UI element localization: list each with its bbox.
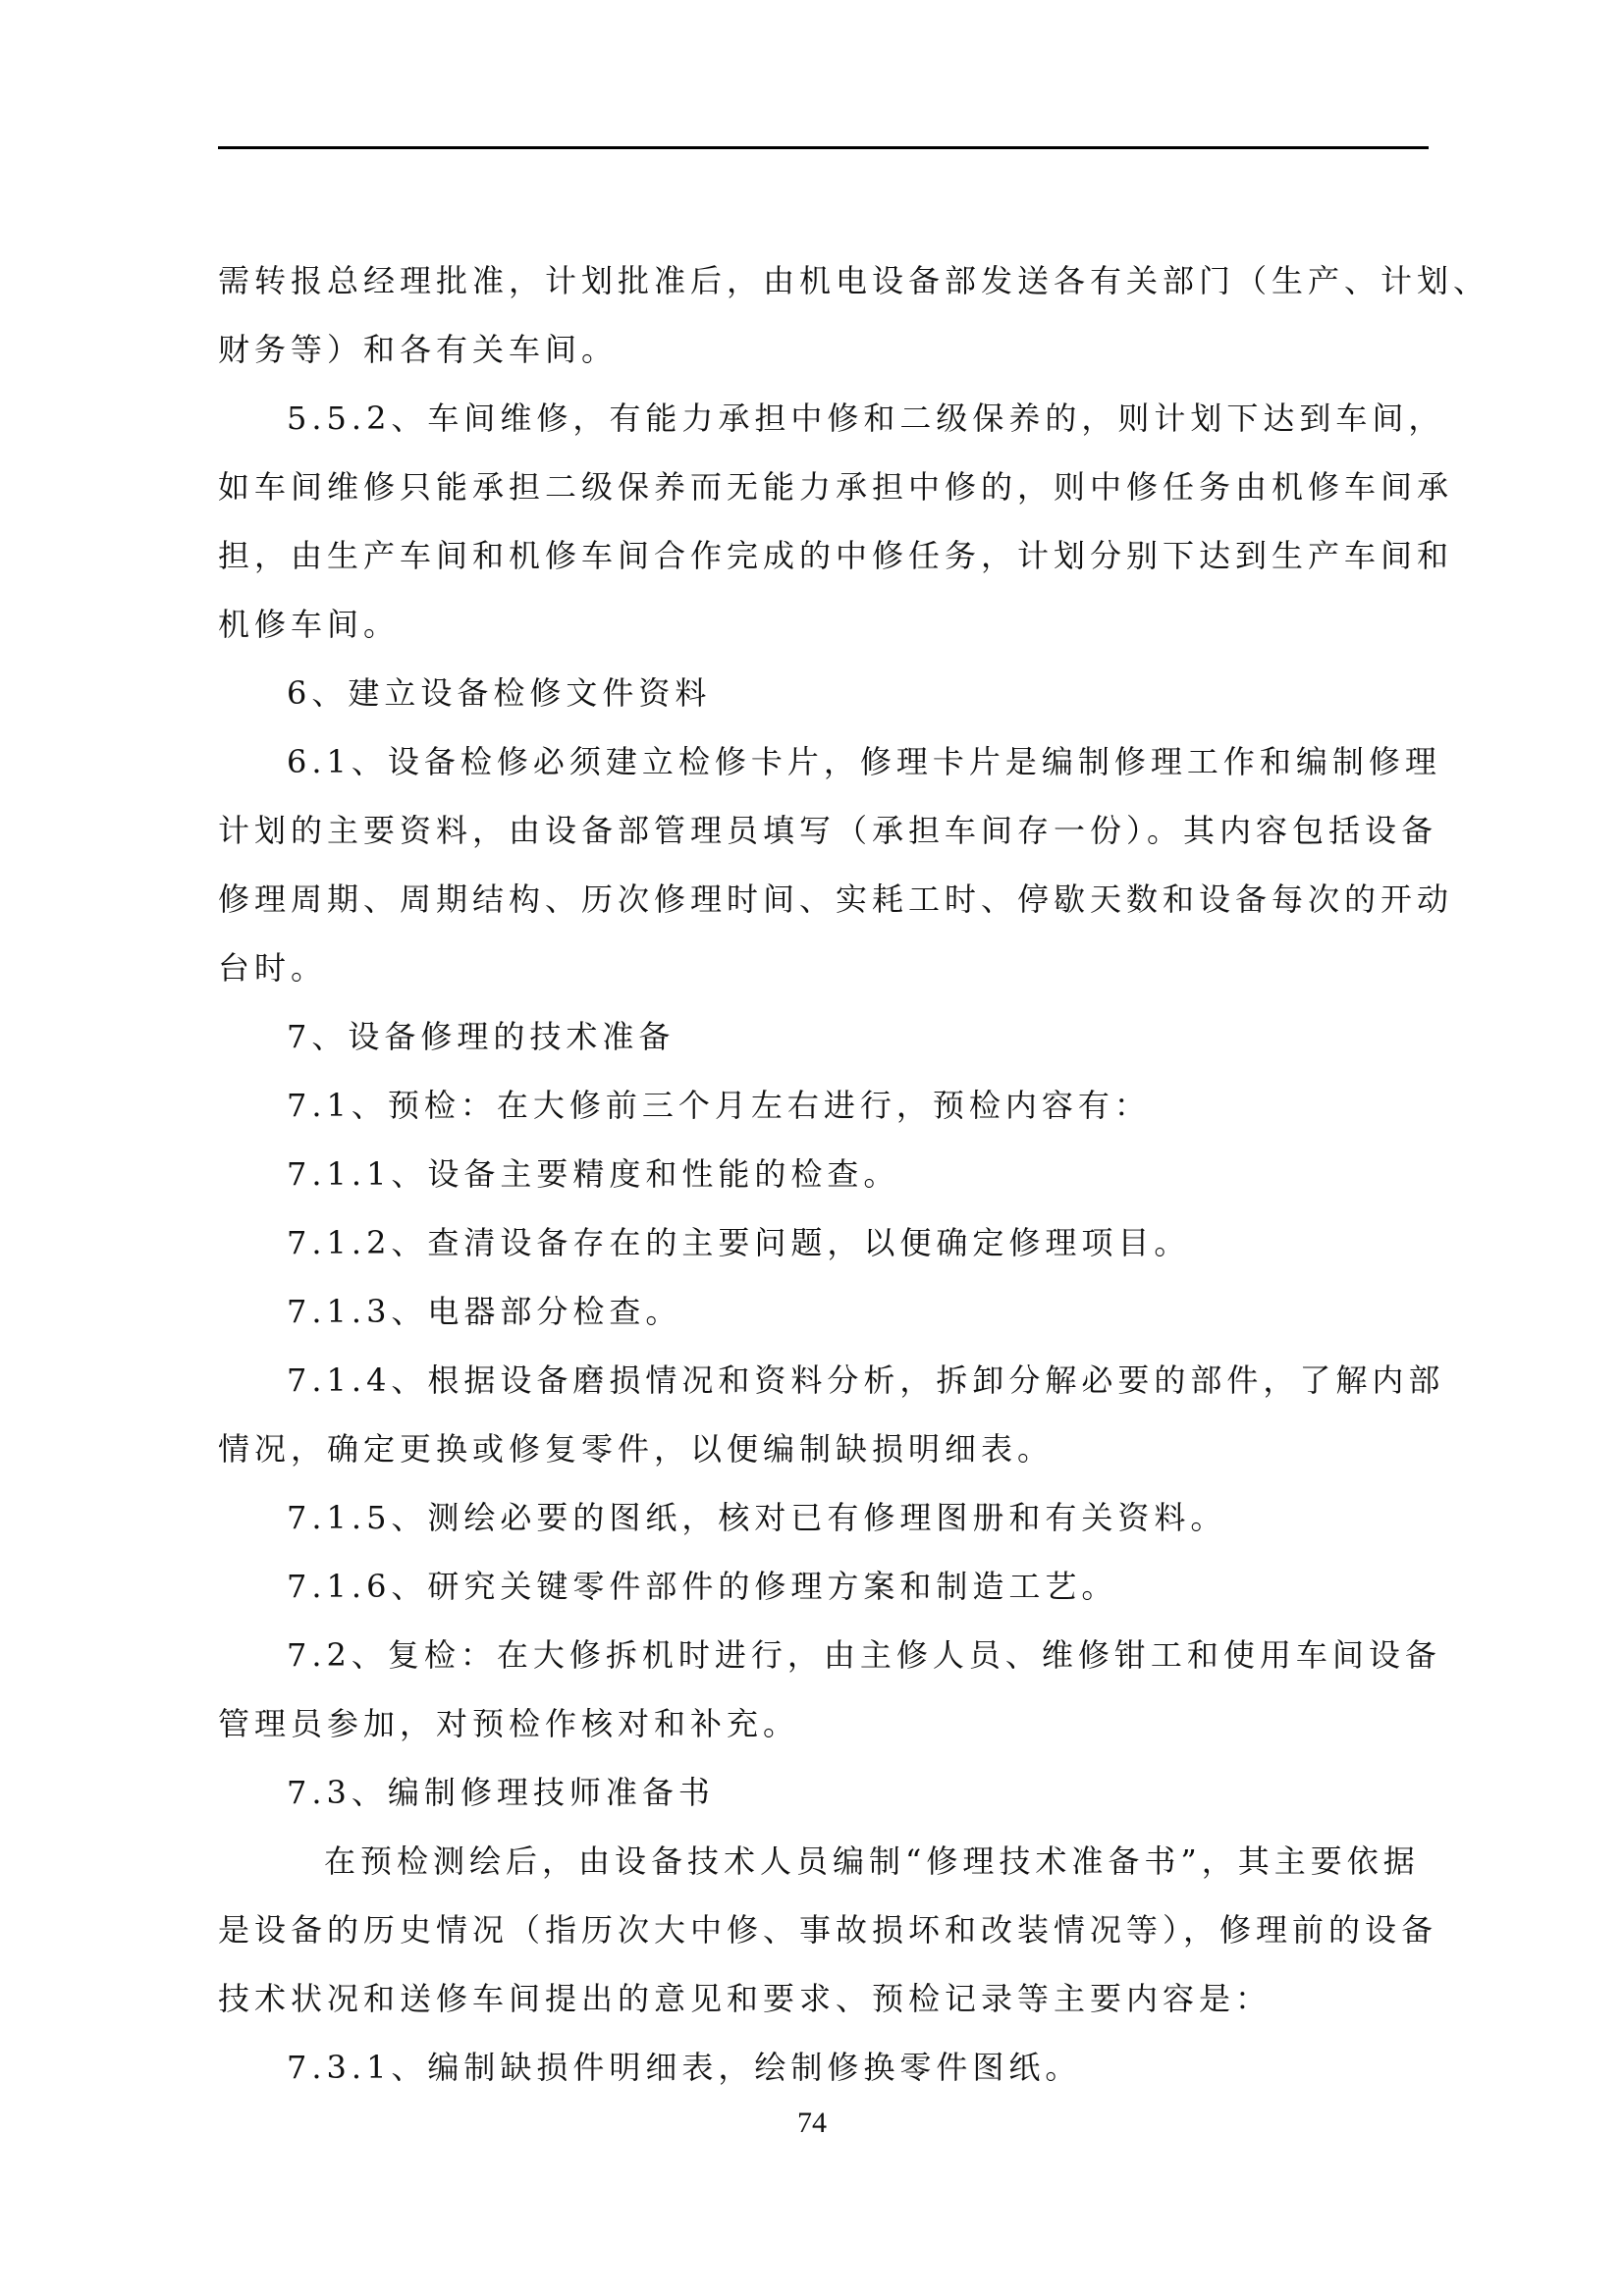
section-heading: 7、设备修理的技术准备 [287, 1018, 676, 1055]
text-line: 7.1.6、研究关键零件部件的修理方案和制造工艺。 [287, 1568, 1118, 1605]
text-line: 技术状况和送修车间提出的意见和要求、预检记录等主要内容是： [218, 1980, 1272, 2017]
header-rule [218, 146, 1429, 149]
text-line: 7.1.5、测绘必要的图纸，核对已有修理图册和有关资料。 [287, 1499, 1227, 1536]
text-line: 管理员参加，对预检作核对和补充。 [218, 1705, 800, 1742]
text-line: 7.1.2、查清设备存在的主要问题，以便确定修理项目。 [287, 1224, 1191, 1261]
text-line: 7.1.3、电器部分检查。 [287, 1293, 682, 1330]
text-line: 7.1.4、根据设备磨损情况和资料分析，拆卸分解必要的部件，了解内部 [287, 1362, 1445, 1399]
text-line: 5.5.2、车间维修，有能力承担中修和二级保养的，则计划下达到车间， [287, 400, 1445, 437]
page-number: 74 [797, 2107, 827, 2139]
section-heading: 7.3、编制修理技师准备书 [287, 1774, 715, 1811]
text-line: 计划的主要资料，由设备部管理员填写（承担车间存一份）。其内容包括设备 [218, 812, 1438, 849]
text-line: 如车间维修只能承担二级保养而无能力承担中修的，则中修任务由机修车间承 [218, 468, 1454, 506]
text-line: 机修车间。 [218, 606, 401, 643]
text-line: 在预检测绘后，由设备技术人员编制“修理技术准备书”，其主要依据 [324, 1842, 1420, 1880]
text-line: 7.1、预检：在大修前三个月左右进行，预检内容有： [287, 1087, 1151, 1124]
text-line: 担，由生产车间和机修车间合作完成的中修任务，计划分别下达到生产车间和 [218, 537, 1454, 574]
document-body [218, 246, 1490, 2102]
text-line: 7.3.1、编制缺损件明细表，绘制修换零件图纸。 [287, 2049, 1082, 2086]
text-line: 7.2、复检：在大修拆机时进行，由主修人员、维修钳工和使用车间设备 [287, 1636, 1441, 1674]
text-line: 台时。 [218, 949, 328, 987]
text-line: 是设备的历史情况（指历次大中修、事故损坏和改装情况等），修理前的设备 [218, 1911, 1438, 1949]
text-line: 7.1.1、设备主要精度和性能的检查。 [287, 1155, 900, 1193]
text-line: 修理周期、周期结构、历次修理时间、实耗工时、停歇天数和设备每次的开动 [218, 881, 1454, 918]
text-line: 需转报总经理批准，计划批准后，由机电设备部发送各有关部门（生产、计划、 [218, 262, 1490, 299]
text-line: 财务等）和各有关车间。 [218, 331, 619, 368]
text-line: 6.1、设备检修必须建立检修卡片，修理卡片是编制修理工作和编制修理 [287, 743, 1441, 780]
text-line: 情况，确定更换或修复零件，以便编制缺损明细表。 [218, 1430, 1055, 1468]
section-heading: 6、建立设备检修文件资料 [287, 674, 712, 712]
